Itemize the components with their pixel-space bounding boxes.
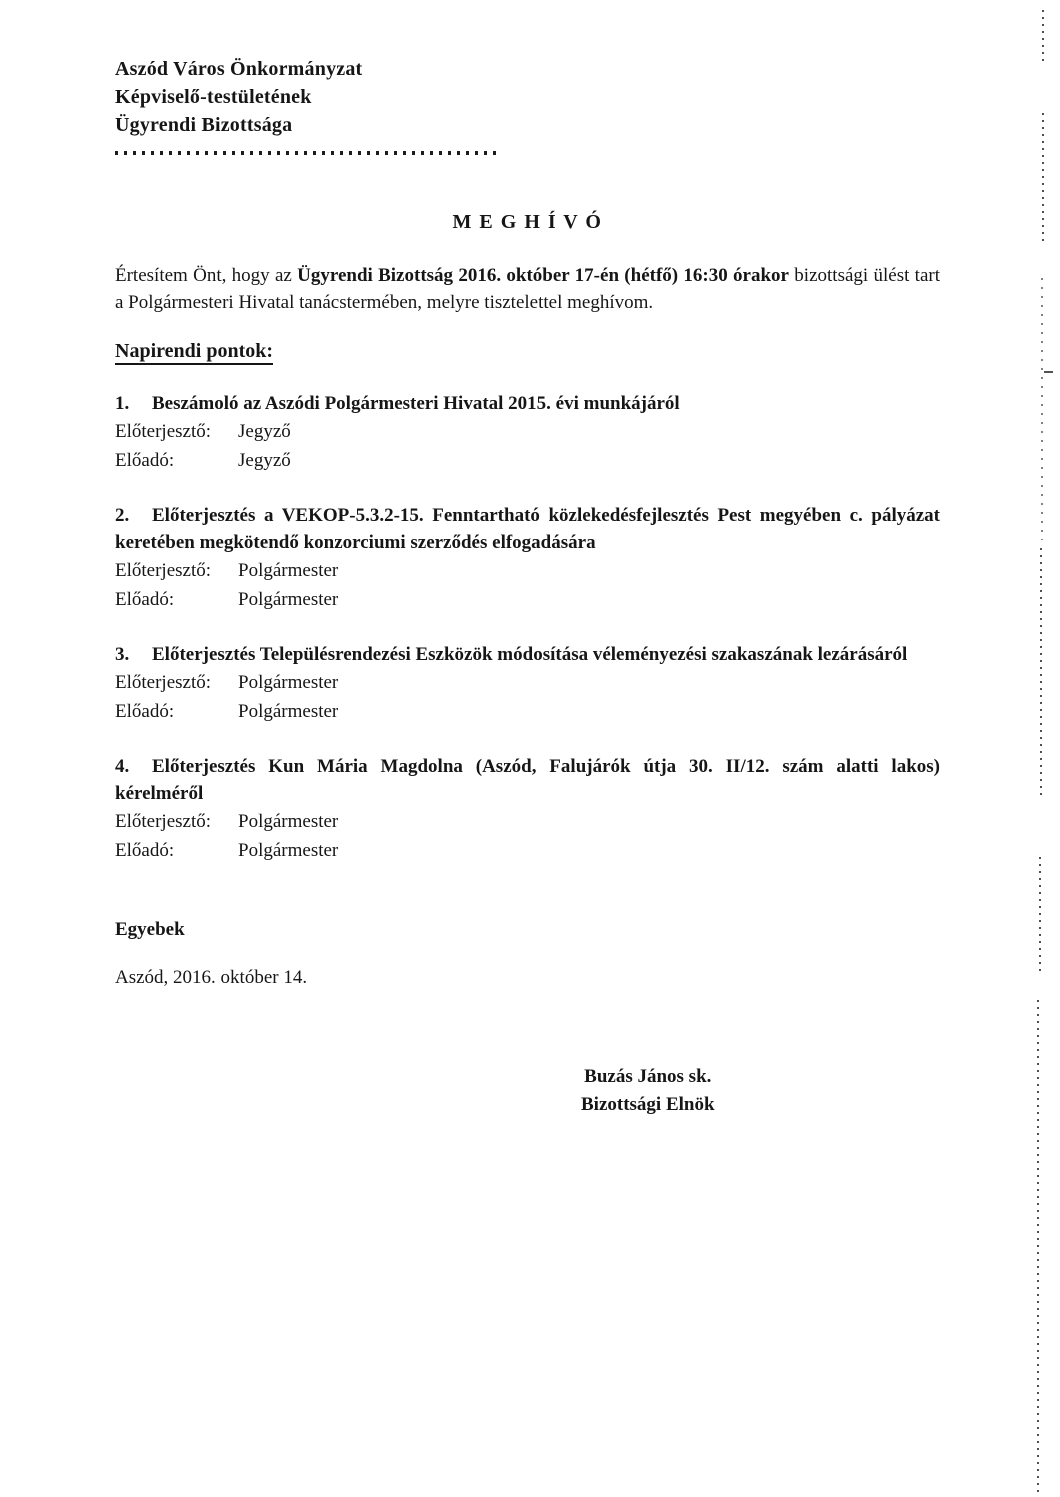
scan-artifact-right-edge <box>1042 113 1044 241</box>
scan-artifact-right-edge <box>1040 548 1042 800</box>
document-title: M E G H Í V Ó <box>452 211 603 233</box>
scan-artifact-dash <box>1044 371 1053 373</box>
speaker-value: Polgármester <box>238 840 339 861</box>
agenda-item-number: 2. <box>115 505 130 526</box>
speaker-value: Polgármester <box>238 589 339 610</box>
letterhead <box>115 55 940 155</box>
letterhead-line-committee: Ügyrendi Bizottsága <box>115 114 293 136</box>
dateline: Aszód, 2016. október 14. <box>115 967 308 988</box>
speaker-row <box>115 447 940 475</box>
agenda-item-title-text: Előterjesztés Kun Mária Magdolna (Aszód, Falujárók útja 30. II/12. szám alatti lakos) kérelméről <box>115 756 940 804</box>
speaker-label: Előadó: <box>115 589 175 610</box>
agenda-item-title <box>115 753 940 807</box>
presenter-row <box>115 557 940 585</box>
presenter-label: Előterjesztő: <box>115 811 212 832</box>
intro-text-prefix: Értesítem Önt, hogy az <box>115 265 298 286</box>
speaker-row <box>115 698 940 726</box>
presenter-label: Előterjesztő: <box>115 560 212 581</box>
presenter-row <box>115 418 940 446</box>
signature-block <box>581 1063 715 1119</box>
agenda-item-title-text: Beszámoló az Aszódi Polgármesteri Hivatal 2015. évi munkájáról <box>152 393 680 414</box>
agenda-item-3 <box>115 641 940 726</box>
agenda-item-title-text: Előterjesztés Településrendezési Eszközök módosítása véleményezési szakaszának lezárásáról <box>152 644 908 665</box>
agenda-heading-text: Napirendi pontok: <box>115 340 273 365</box>
presenter-value: Jegyző <box>238 421 291 442</box>
presenter-value: Polgármester <box>238 811 339 832</box>
presenter-label: Előterjesztő: <box>115 672 212 693</box>
presenter-label: Előterjesztő: <box>115 421 212 442</box>
intro-text-suffix: bizottsági ülést tart a Polgármesteri Hivatal tanácstermében, melyre tisztelettel meghívom. <box>115 265 940 313</box>
dotted-separator <box>115 151 496 155</box>
agenda-item-title <box>115 502 940 556</box>
signature-role: Bizottsági Elnök <box>581 1094 715 1115</box>
agenda-item-title-text: Előterjesztés a VEKOP-5.3.2-15. Fenntartható közlekedésfejlesztés Pest megyében c. pályázat keretében megkötendő konzorciumi szerződés elfogadására <box>115 505 940 553</box>
intro-paragraph <box>115 262 940 316</box>
intro-text-bold-datetime: Ügyrendi Bizottság 2016. október 17-én (hétfő) 16:30 órakor <box>297 265 789 286</box>
agenda-item-title <box>115 390 940 417</box>
speaker-row <box>115 837 940 865</box>
presenter-value: Polgármester <box>238 672 339 693</box>
scan-artifact-right-edge <box>1041 278 1043 540</box>
speaker-row <box>115 586 940 614</box>
speaker-value: Jegyző <box>238 450 291 471</box>
speaker-label: Előadó: <box>115 701 175 722</box>
letterhead-line-organization: Aszód Város Önkormányzat <box>115 58 363 80</box>
presenter-row <box>115 808 940 836</box>
presenter-value: Polgármester <box>238 560 339 581</box>
speaker-label: Előadó: <box>115 450 175 471</box>
scan-artifact-right-edge <box>1037 1000 1039 1497</box>
scan-artifact-right-edge <box>1042 10 1044 62</box>
agenda-item-number: 1. <box>115 393 130 414</box>
letterhead-line-body: Képviselő-testületének <box>115 86 312 108</box>
agenda-item-4 <box>115 753 940 865</box>
speaker-value: Polgármester <box>238 701 339 722</box>
speaker-label: Előadó: <box>115 840 175 861</box>
agenda-item-number: 4. <box>115 756 130 777</box>
agenda-item-number: 3. <box>115 644 130 665</box>
presenter-row <box>115 669 940 697</box>
signature-name: Buzás János sk. <box>584 1066 712 1087</box>
other-items-heading: Egyebek <box>115 919 185 940</box>
scan-artifact-right-edge <box>1039 857 1041 975</box>
agenda-item-title <box>115 641 940 668</box>
agenda-heading <box>115 340 940 363</box>
agenda-item-1 <box>115 390 940 475</box>
agenda-item-2 <box>115 502 940 614</box>
